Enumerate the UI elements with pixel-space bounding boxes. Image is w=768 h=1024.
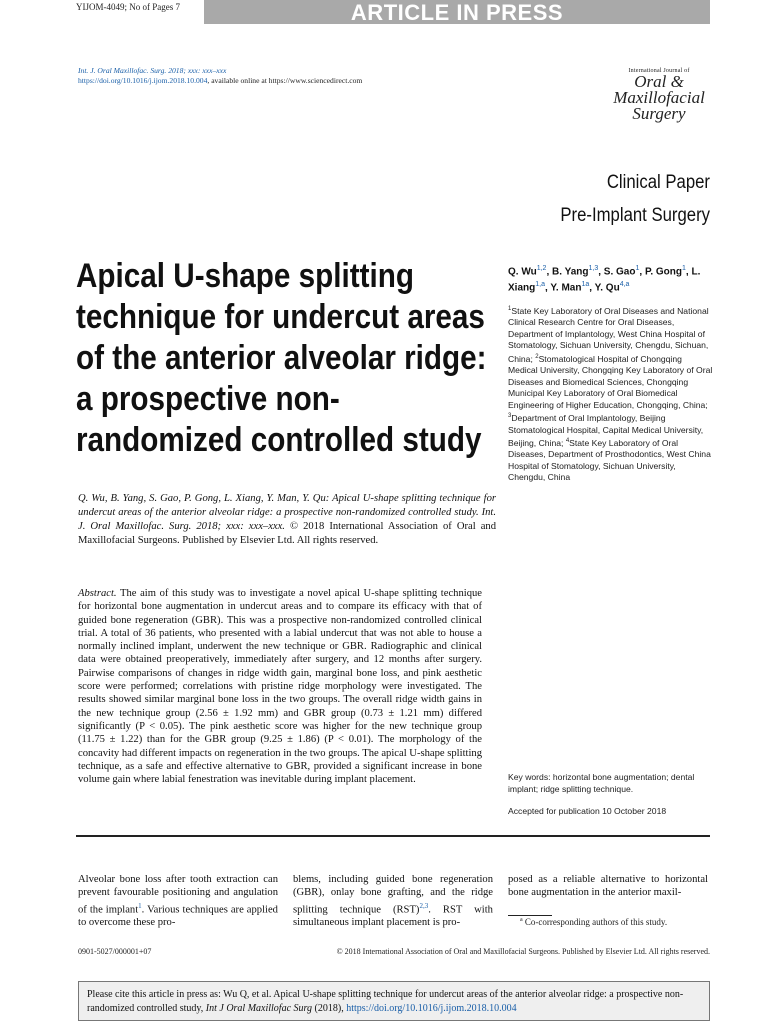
article-in-press-banner: ARTICLE IN PRESS xyxy=(204,0,710,24)
issn-code: 0901-5027/000001+07 xyxy=(78,947,152,956)
cite-text: Please cite this article in press as: Wu Q, et al. Apical U-shape splitting technique for undercut areas of the anterior alveolar ridge: a prospective non-randomized controlled study, xyxy=(87,989,684,1014)
affiliation-text: Stomatological Hospital of Chongqing Medical University, Chongqing Key Laboratory of Oral Diseases and Biomedical Sciences, Chongqing Municipal Key Laboratory of Oral Biomedical Engineering of Higher Education, Chongqing, China; xyxy=(508,353,713,410)
author-name: Y. Man xyxy=(550,282,582,294)
footnote-text: Co-corresponding authors of this study. xyxy=(522,917,668,927)
logo-small-text: International Journal of xyxy=(628,68,690,74)
affiliation-text: State Key Laboratory of Oral Diseases, Department of Prosthodontics, West China Hospital of Stomatology, Sichuan University, Chengdu, China xyxy=(508,437,711,483)
section-divider xyxy=(76,835,710,837)
affiliation-number: 4 xyxy=(565,438,570,445)
doi-link[interactable]: https://doi.org/10.1016/j.ijom.2018.10.004 xyxy=(78,76,208,85)
logo-line-1: Oral & xyxy=(634,72,684,91)
journal-citation-line: Int. J. Oral Maxillofac. Surg. 2018; xxx: xxx–xxx xyxy=(78,66,227,75)
logo-line-2: Maxillofacial xyxy=(613,88,705,107)
accepted-date: Accepted for publication 10 October 2018 xyxy=(508,806,667,816)
section-labels xyxy=(540,166,710,232)
footnote xyxy=(520,917,667,927)
abstract-label: Abstract. xyxy=(78,588,117,599)
citation-italic: Q. Wu, B. Yang, S. Gao, P. Gong, L. Xiang, Y. Man, Y. Qu: Apical U-shape splitting technique for undercut areas of the anterior alveolar ridge: a prospective non-randomized controlled study. Int. J. Oral Maxillofac. Surg. 2018; xxx: xxx–xxx. xyxy=(78,493,496,532)
affiliation-text: State Key Laboratory of Oral Diseases and National Clinical Research Centre for Oral Diseases, Department of Implantology, West China Hospital of Stomatology, Sichuan University, Chengdu, Sichuan, China; xyxy=(508,305,709,364)
author-name: Y. Qu xyxy=(594,282,620,294)
body-column-1 xyxy=(78,873,278,930)
reference-link[interactable]: 2,3 xyxy=(419,901,429,910)
cite-this-article-box xyxy=(78,981,710,1021)
author-list: Q. Wu$^{1,2}$, B. Yang$^{1,3}$, S. Gao$^1$, P. Gong$^1$, L. Xiang$^{1,a}$, Y. Man$^{1a}$, Y. Qu$^{4,a}$ xyxy=(508,265,701,294)
footnote-divider xyxy=(508,915,552,916)
author-affil-ref[interactable]: 4,a xyxy=(619,281,630,289)
journal-logo xyxy=(604,68,714,122)
author-affil-ref[interactable]: 1 xyxy=(635,265,640,272)
author-affil-ref[interactable]: 1,a xyxy=(535,281,545,289)
body-column-2 xyxy=(293,873,493,930)
cite-year: (2018), xyxy=(312,1003,347,1014)
logo-line-3: Surgery xyxy=(632,104,686,123)
affiliation-number: 2 xyxy=(535,353,539,360)
citation-copyright: © 2018 International Association of Oral and Maxillofacial Surgeons. Published by Elsevier Ltd. All rights reserved. xyxy=(78,521,496,546)
body-text: . RST with simultaneous implant placement is pro- xyxy=(293,904,493,929)
author-affil-ref[interactable]: 1,3 xyxy=(588,265,599,272)
paper-subtype: Pre-Implant Surgery xyxy=(560,205,710,226)
footer-copyright: © 2018 International Association of Oral and Maxillofacial Surgeons. Published by Elsevier Ltd. All rights reserved. xyxy=(336,947,710,956)
cite-journal: Int J Oral Maxillofac Surg xyxy=(205,1003,313,1014)
citation-paragraph xyxy=(78,492,496,548)
footnote-mark: a xyxy=(520,917,523,923)
author-affil-ref[interactable]: 1,2 xyxy=(536,265,547,272)
affiliations xyxy=(508,304,713,484)
author-name: Q. Wu xyxy=(508,266,537,278)
body-column-3: posed as a reliable alternative to horizontal bone augmentation in the anterior maxil- xyxy=(508,874,708,899)
journal-reference xyxy=(78,66,362,86)
affiliation-number: 1 xyxy=(508,306,512,312)
body-text: . Various techniques are applied to overcome these pro- xyxy=(78,904,278,929)
body-text: Alveolar bone loss after tooth extraction can prevent favourable positioning and angulation of the implant xyxy=(78,874,278,916)
author-name: S. Gao xyxy=(603,266,636,278)
author-affil-ref[interactable]: 1 xyxy=(682,265,686,272)
availability-text: , available online at https://www.sciencedirect.com xyxy=(207,76,363,85)
affiliation-text: Department of Oral Implantology, Beijing Stomatological Hospital, Capital Medical University, Beijing, China; xyxy=(508,413,704,448)
abstract xyxy=(78,587,482,786)
author-name: L. Xiang xyxy=(508,266,701,294)
cite-doi-link[interactable]: https://doi.org/10.1016/j.ijom.2018.10.004 xyxy=(346,1003,517,1014)
document-code: YIJOM-4049; No of Pages 7 xyxy=(76,2,180,12)
author-name: P. Gong xyxy=(644,266,682,278)
body-text: blems, including guided bone regeneration (GBR), onlay bone grafting, and the ridge splitting technique (RST) xyxy=(293,874,493,916)
abstract-text: The aim of this study was to investigate a novel apical U-shape splitting technique for horizontal bone augmentation in undercut areas and to compare its efficacy with that of guided bone regeneration (GBR). This was a prospective non-randomized controlled clinical trial. A total of 36 patients, who presented with a labial undercut that was not able to house a normally inclined implant, underwent the new technique or GBR. Radiographic and clinical data were obtained preoperatively, immediately after surgery, and 12 months after surgery. Pairwise comparisons of changes in ridge width gain, marginal bone loss, and pink aesthetic score were performed; correlations with pristine ridge morphology were investigated. The results showed similar marginal bone loss in the two groups. The overall ridge width gains in the new technique group (2.56 ± 1.92 mm) and GBR group (0.73 ± 1.21 mm) differed significantly (P < 0.05). The pink aesthetic score was higher for the new technique group (11.75 ± 1.22) than for the GBR group (9.25 ± 1.86) (P < 0.01). The morphology of the concavity had different impacts on regeneration in the two groups. The apical U-shape splitting technique, as a safe and effective alternative to GBR, provided a significant increase in bone volume gain where labial fenestration was inevitable during implant placement. xyxy=(78,588,482,786)
paper-type: Clinical Paper xyxy=(606,172,710,193)
keywords: Key words: horizontal bone augmentation; dental implant; ridge splitting technique. xyxy=(508,772,695,794)
article-title: Apical U-shape splitting technique for undercut areas of the anterior alveolar ridge: a prospective non-randomized controlled study xyxy=(76,257,487,459)
author-affil-ref[interactable]: 1a xyxy=(581,281,590,289)
affiliation-number: 3 xyxy=(508,413,512,420)
reference-link[interactable]: 1 xyxy=(138,901,142,910)
author-name: B. Yang xyxy=(552,266,589,278)
